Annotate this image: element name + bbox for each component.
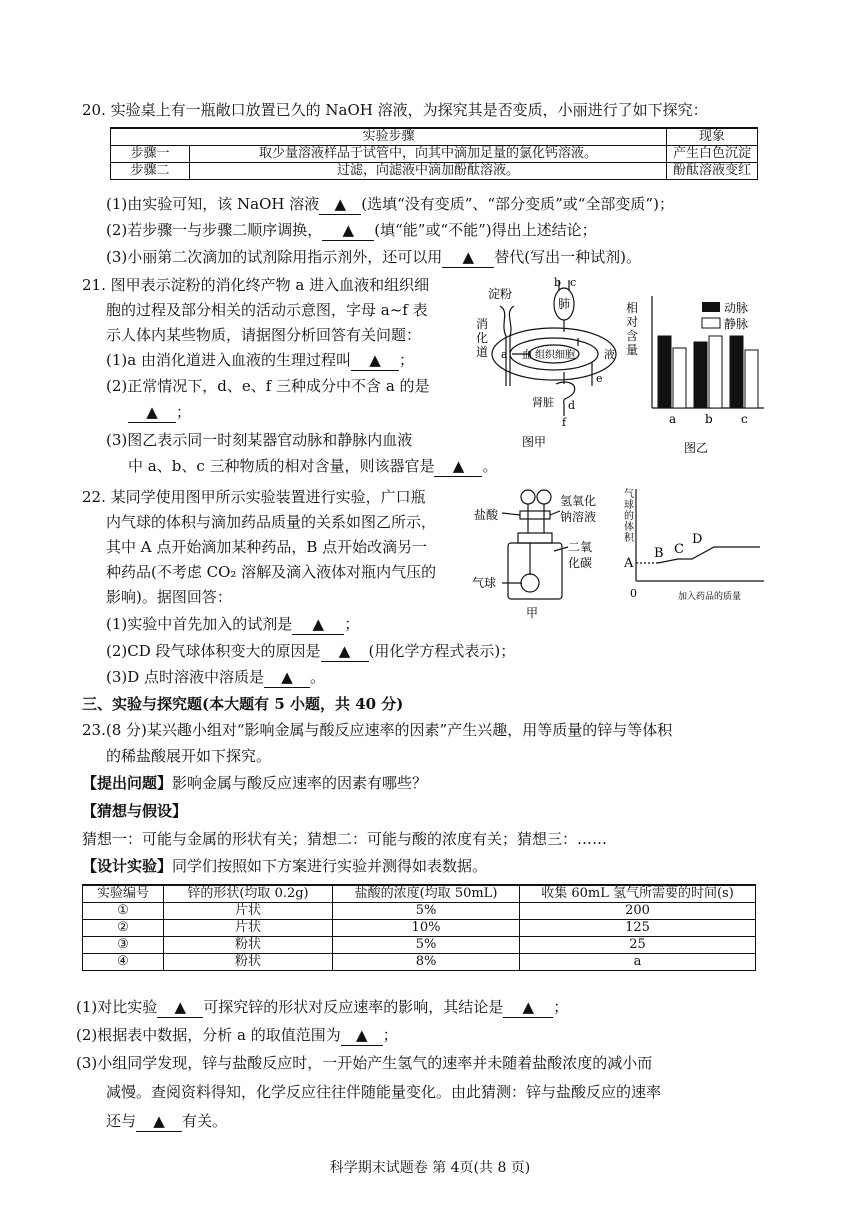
answer-blank[interactable]: ▲ (136, 1111, 182, 1132)
label-naoh-1: 氢氧化 (560, 494, 597, 508)
q21-stem-line3: 示人体内某些物质，请据图分析回答有关问题： (106, 326, 422, 344)
label-starch: 淀粉 (488, 287, 513, 301)
y-label-4: 体 (624, 522, 634, 533)
answer-blank[interactable]: ▲ (434, 456, 482, 477)
q22-sub1 (106, 614, 359, 635)
q22-stem-line4: 种药品(不考虑 CO₂ 溶解及滴入液体对瓶内气压的 (106, 563, 437, 581)
q22-sub3-text: (3)D 点时溶液中溶质是 (106, 668, 265, 686)
label-f: f (562, 416, 567, 429)
q21-sub3-text2: 。 (482, 457, 498, 475)
q20-header-steps: 实验步骤 (111, 128, 667, 146)
table-row (83, 937, 756, 954)
q23-cell: 粉状 (164, 937, 333, 954)
q23-sub3-line3 (106, 1111, 227, 1132)
answer-blank[interactable]: ▲ (442, 247, 494, 268)
answer-blank[interactable]: ▲ (321, 641, 369, 662)
q23-cell: 5% (333, 937, 520, 954)
table-row (83, 954, 756, 971)
q21-sub3-line1: (3)图乙表示同一时刻某器官动脉和静脉内血液 (106, 431, 413, 449)
label-kidney: 肾脏 (532, 396, 554, 409)
q20-sub1 (106, 194, 674, 215)
label-a: a (501, 348, 508, 361)
label-c: c (570, 276, 577, 289)
q22-sub2-text2: (用化学方程式表示)； (368, 642, 516, 660)
q23-cell: 片状 (164, 903, 333, 920)
legend-vein-swatch (702, 318, 720, 328)
label-d: d (568, 399, 576, 412)
q23-sub1-text3: ； (553, 998, 569, 1016)
y-label-1: 气 (624, 489, 634, 500)
y-axis-label-2: 对 (626, 315, 639, 329)
y-label-5: 积 (624, 533, 634, 544)
q20-sub3-text2: 替代(写出一种试剂)。 (494, 248, 641, 266)
q23-header: 锌的形状(均取 0.2g) (164, 885, 333, 903)
q22-line-graph (618, 483, 768, 608)
q21-sub3-text: 中 a、b、c 三种物质的相对含量，则该器官是 (128, 457, 435, 475)
label-lung: 肺 (558, 297, 571, 311)
q23-question-text: 影响金属与酸反应速率的因素有哪些？ (172, 774, 428, 792)
q23-data-table (82, 884, 756, 971)
q20-sub2-text2: (填“能”或“不能”)得出上述结论； (374, 221, 597, 239)
legend-artery-swatch (702, 302, 720, 312)
bar-b-vein (709, 336, 722, 408)
y-label-3: 的 (624, 511, 634, 522)
q23-sub2-text2: ； (382, 1026, 398, 1044)
q22-sub2 (106, 641, 515, 662)
q22-apparatus-figure (472, 483, 622, 623)
q23-sub1-text: (1)对比实验 (76, 998, 158, 1016)
q21-bar-chart (624, 280, 772, 458)
x-tick-b: b (705, 412, 713, 426)
q20-cell: 步骤二 (111, 163, 190, 180)
answer-blank[interactable]: ▲ (322, 220, 374, 241)
label-tract-1: 消 (476, 317, 489, 331)
table-row (83, 920, 756, 937)
q20-sub3 (106, 247, 641, 268)
q23-cell: 10% (333, 920, 520, 937)
label-balloon: 气球 (472, 576, 497, 590)
q23-cell: 200 (520, 903, 756, 920)
q22-stem-line5: 影响)。据图回答： (106, 588, 232, 606)
q22-stem-line1: 22. 某同学使用图甲所示实验装置进行实验，广口瓶 (82, 488, 426, 506)
q20-sub2-text: (2)若步骤一与步骤二顺序调换， (106, 221, 323, 239)
point-A-label: A (624, 556, 634, 571)
q23-question-line (82, 773, 427, 793)
q23-sub3-text: 还与 (106, 1112, 137, 1130)
point-C-label: C (674, 542, 684, 557)
q21-stem-line1: 21. 图甲表示淀粉的消化终产物 a 进入血液和组织细 (82, 276, 430, 294)
answer-blank[interactable]: ▲ (319, 194, 361, 215)
q23-cell: ④ (83, 954, 164, 971)
bar-c-artery (730, 336, 743, 408)
q21-sub3-line2 (128, 456, 498, 477)
q23-tag-question: 【提出问题】 (82, 774, 173, 792)
q23-cell: ③ (83, 937, 164, 954)
q21-sub1-text: (1)a 由消化道进入血液的生理过程叫 (106, 351, 351, 369)
answer-blank[interactable]: ▲ (503, 997, 553, 1018)
answer-blank[interactable]: ▲ (292, 614, 344, 635)
answer-blank[interactable]: ▲ (351, 350, 399, 371)
point-B-label: B (654, 546, 664, 561)
q22-stem-line2: 内气球的体积与滴加药品质量的关系如图乙所示， (106, 513, 437, 531)
q20-sub2 (106, 220, 597, 241)
q20-cell: 酚酞溶液变红 (666, 163, 757, 180)
answer-blank[interactable]: ▲ (128, 402, 176, 423)
q20-stem: 20. 实验桌上有一瓶敞口放置已久的 NaOH 溶液，为探究其是否变质，小丽进行了如下探究： (82, 101, 708, 119)
q20-cell: 取少量溶液样品于试管中，向其中滴加足量的氯化钙溶液。 (190, 146, 667, 163)
q23-sub2 (76, 1025, 398, 1046)
label-co2-1: 二氧 (568, 540, 593, 554)
section-title: 三、实验与探究题(本大题有 5 小题，共 40 分) (82, 695, 404, 713)
q23-cell: 5% (333, 903, 520, 920)
q23-cell: 8% (333, 954, 520, 971)
x-axis-label: 加入药品的质量 (678, 592, 742, 602)
label-naoh-2: 钠溶液 (560, 510, 597, 524)
label-tract-3: 道 (476, 345, 489, 359)
q22-stem-line3: 其中 A 点开始滴加某种药品，B 点开始改滴另一 (106, 538, 428, 556)
label-e: e (596, 372, 603, 385)
q21-sub2-answer (128, 402, 191, 423)
q22-sub3 (106, 667, 325, 688)
legend-artery-label: 动脉 (724, 301, 749, 315)
q23-cell: a (520, 954, 756, 971)
y-axis-label-1: 相 (626, 301, 639, 315)
label-tract-2: 化 (476, 331, 489, 345)
point-D-label: D (692, 532, 703, 547)
q20-cell: 过滤，向滤液中滴加酚酞溶液。 (190, 163, 667, 180)
q23-header: 实验编号 (83, 885, 164, 903)
q20-sub1-text: (1)由实验可知，该 NaOH 溶液 (106, 195, 320, 213)
bar-b-artery (694, 342, 707, 408)
q23-header: 收集 60mL 氢气所需要的时间(s) (520, 885, 756, 903)
label-tissue-cell: 组织细胞 (535, 350, 575, 361)
q23-cell: 粉状 (164, 954, 333, 971)
q23-tag-design: 【设计实验】 (82, 857, 173, 875)
q21-sub1 (106, 350, 414, 371)
q21-sub2: (2)正常情况下，d、e、f 三种成分中不含 a 的是 (106, 377, 430, 395)
origin-label: 0 (630, 587, 637, 600)
label-hydrochloric-acid: 盐酸 (474, 508, 499, 522)
q23-sub1-text2: 可探究锌的形状对反应速率的影响，其结论是 (203, 998, 504, 1016)
bar-a-artery (658, 336, 671, 408)
q23-sub3-line2: 减慢。查阅资料得知，化学反应往往伴随能量变化。由此猜测：锌与盐酸反应的速率 (106, 1083, 662, 1101)
q23-header: 盐酸的浓度(均取 50mL) (333, 885, 520, 903)
y-axis-label-3: 含 (626, 329, 639, 343)
q21-sub1-text2: ； (398, 351, 414, 369)
label-b: b (554, 276, 562, 289)
answer-blank[interactable]: ▲ (157, 997, 203, 1018)
q23-stem-line2: 的稀盐酸展开如下探究。 (106, 747, 272, 765)
q21-figure-jia-caption: 图甲 (522, 435, 547, 449)
table-row (83, 903, 756, 920)
q20-sub3-text: (3)小丽第二次滴加的试剂除用指示剂外，还可以用 (106, 248, 443, 266)
q23-design-text: 同学们按照如下方案进行实验并测得如表数据。 (172, 857, 488, 875)
q22-sub3-text2: 。 (310, 668, 326, 686)
answer-blank[interactable]: ▲ (264, 667, 310, 688)
q21-figure-jia (470, 276, 630, 456)
q23-cell: ① (83, 903, 164, 920)
q23-guesses: 猜想一：可能与金属的形状有关；猜想二：可能与酸的浓度有关；猜想三：…… (82, 830, 608, 848)
q20-header-phenomenon: 现象 (666, 128, 757, 146)
q22-figure-jia-caption: 甲 (526, 606, 539, 620)
q23-stem-line1: 23.(8 分)某兴趣小组对“影响金属与酸反应速率的因素”产生兴趣，用等质量的锌与等体积 (82, 721, 673, 739)
page-footer: 科学期末试题卷 第 4页(共 8 页) (329, 1160, 531, 1176)
q23-cell: ② (83, 920, 164, 937)
q20-table (110, 127, 758, 180)
label-liquid: 液 (604, 348, 615, 361)
q23-cell: 片状 (164, 920, 333, 937)
q23-cell: 25 (520, 937, 756, 954)
q21-sub2-text2: ； (176, 403, 192, 421)
q22-sub1-text: (1)实验中首先加入的试剂是 (106, 615, 293, 633)
q20-cell: 步骤一 (111, 146, 190, 163)
q23-sub3-text2: 有关。 (182, 1112, 228, 1130)
x-tick-c: c (741, 412, 748, 426)
q20-sub1-text2: (选填“没有变质”、“部分变质”或“全部变质”)； (361, 195, 674, 213)
bar-a-vein (673, 348, 686, 408)
label-co2-2: 化碳 (568, 556, 593, 570)
y-axis-label-4: 量 (626, 343, 639, 357)
x-tick-a: a (669, 412, 677, 426)
legend-vein-label: 静脉 (724, 317, 749, 331)
q20-cell: 产生白色沉淀 (666, 146, 757, 163)
answer-blank[interactable]: ▲ (341, 1025, 383, 1046)
label-blood: 血 (522, 348, 533, 361)
q23-sub1 (76, 997, 568, 1018)
q23-tag-hypothesis: 【猜想与假设】 (82, 802, 188, 820)
q23-sub3-line1: (3)小组同学发现，锌与盐酸反应时，一开始产生氢气的速率并未随着盐酸浓度的减小而 (76, 1054, 653, 1072)
q22-sub2-text: (2)CD 段气球体积变大的原因是 (106, 642, 321, 660)
bar-c-vein (745, 350, 758, 408)
q22-sub1-text2: ； (344, 615, 360, 633)
q23-cell: 125 (520, 920, 756, 937)
q23-design-line (82, 856, 487, 876)
q21-stem-line2: 胞的过程及部分相关的活动示意图，字母 a~f 表 (106, 301, 428, 319)
y-label-2: 球 (624, 500, 634, 511)
q23-sub2-text: (2)根据表中数据，分析 a 的取值范围为 (76, 1026, 341, 1044)
q21-figure-yi-caption: 图乙 (684, 441, 709, 455)
